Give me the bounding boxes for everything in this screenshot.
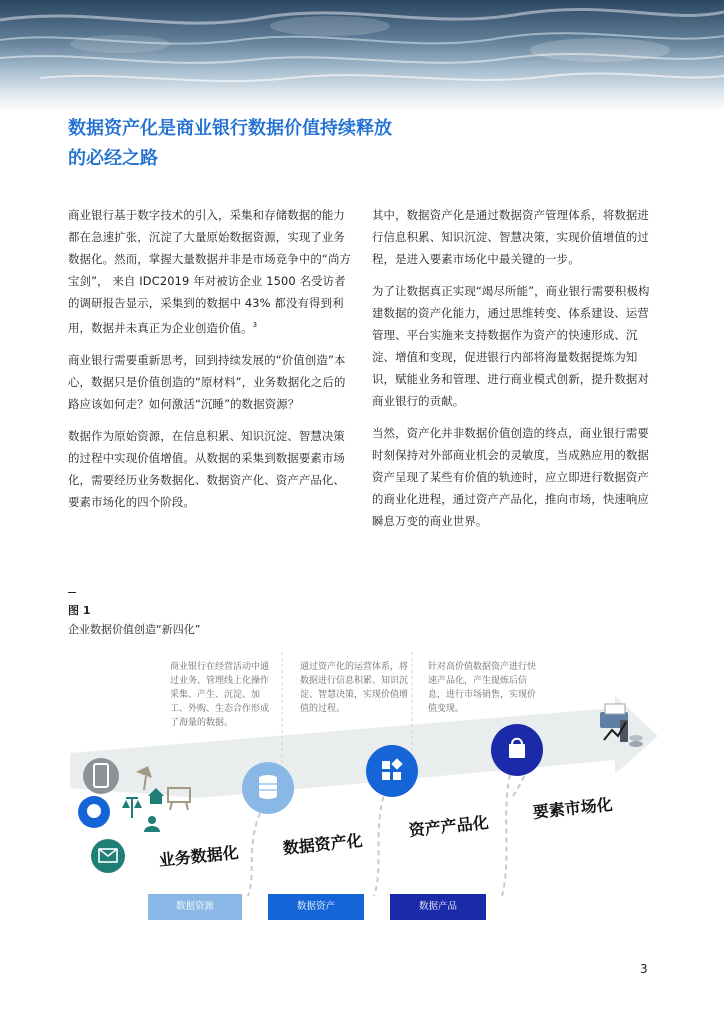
paragraph: 为了让数据真正实现“竭尽所能”，商业银行需要积极构建数据的资产化能力，通过思维转变、体系建设、运营管理、平台实施来支持数据作为资产的快速形成、沉淀、增值和变现，促进银行内部将海量数据提炼为知识，赋能业务和管理、进行商业模式创新，提升数据对商业银行的贡献。: [372, 284, 650, 408]
dashed-connector: [374, 788, 386, 896]
stage-note: 针对高价值数据资产进行快速产品化，产生提炼后信息，进行市场销售，实现价值变现。: [428, 662, 537, 714]
page-title: 数据资产化是商业银行数据价值持续释放的必经之路: [68, 118, 392, 169]
stage-note: 通过资产化的运营体系，将数据进行信息积累、知识沉淀、智慧决策，实现价值增值的过程。: [300, 662, 409, 714]
paragraph: 商业银行基于数字技术的引入，采集和存储数据的能力都在急速扩张，沉淀了大量原始数据资源，实现了业务数据化。然而，掌握大量数据并非是市场竞争中的“尚方宝剑”， 来自 IDC2019 年对被访企业 1500 名受访者的调研报告显示，采集到的数据中 43% 都没有得到利用，数据并未真正为企业创造价值。$^3$: [68, 208, 352, 335]
stage-label: 要素市场化: [531, 794, 614, 823]
paragraph: 其中，数据资产化是通过数据资产管理体系，将数据进行信息积累、知识沉淀、智慧决策，实现价值增值的过程，是进入要素市场化中最关键的一步。: [372, 208, 649, 266]
right-column: [372, 204, 657, 542]
stage-label: 业务数据化: [157, 842, 240, 871]
asset-grid-icon: [366, 745, 418, 797]
person-icon: [144, 816, 160, 832]
shopping-bag-icon: [491, 724, 543, 776]
value-creation-diagram: [60, 648, 660, 928]
page-number: 3: [640, 962, 648, 976]
tag-data-asset: 数据资产: [268, 894, 364, 920]
figure-label: 图 1: [68, 604, 91, 617]
ocean-header-image: [0, 0, 724, 112]
stage-label: 资产产品化: [407, 812, 490, 841]
figure-rule: [68, 592, 76, 593]
chat-icon: [78, 796, 110, 828]
stage-note: 商业银行在经营活动中通过业务、管理线上化操作采集、产生、沉淀、加工、外购、生态合作形成了海量的数据。: [170, 662, 270, 728]
dashed-connector: [248, 813, 260, 896]
database-icon: [242, 762, 294, 814]
stage-label: 数据资产化: [281, 830, 364, 859]
paragraph: 商业银行需要重新思考，回到持续发展的“价值创造”本心，数据只是价值创造的“原材料”，业务数据化之后的路应该如何走？如何激活“沉睡”的数据资源？: [68, 352, 346, 411]
tag-data-product: 数据产品: [390, 894, 486, 920]
paragraph: 当然，资产化并非数据价值创造的终点，商业银行需要时刻保持对外部商业机会的灵敏度，当成熟应用的数据资产呈现了某些有价值的轨迹时，应立即进行数据资产的商业化进程，通过资产产品化，推向市场，快速响应瞬息万变的商业世界。: [372, 426, 649, 528]
figure-caption: 企业数据价值创造“新四化”: [68, 623, 201, 636]
tag-data-resource: 数据资源: [148, 894, 242, 920]
mail-icon: [91, 839, 125, 873]
paragraph: 数据作为原始资源，在信息积累、知识沉淀、智慧决策的过程中实现价值增值。从数据的采集到数据要素市场化，需要经历业务数据化、数据资产化、资产产品化、要素市场化的四个阶段。: [68, 428, 345, 509]
dashed-connector: [502, 766, 512, 896]
scales-icon: [122, 798, 142, 818]
left-column: [68, 204, 353, 523]
footnote-ref[interactable]: 3: [252, 321, 258, 329]
phone-icon: [83, 758, 119, 794]
